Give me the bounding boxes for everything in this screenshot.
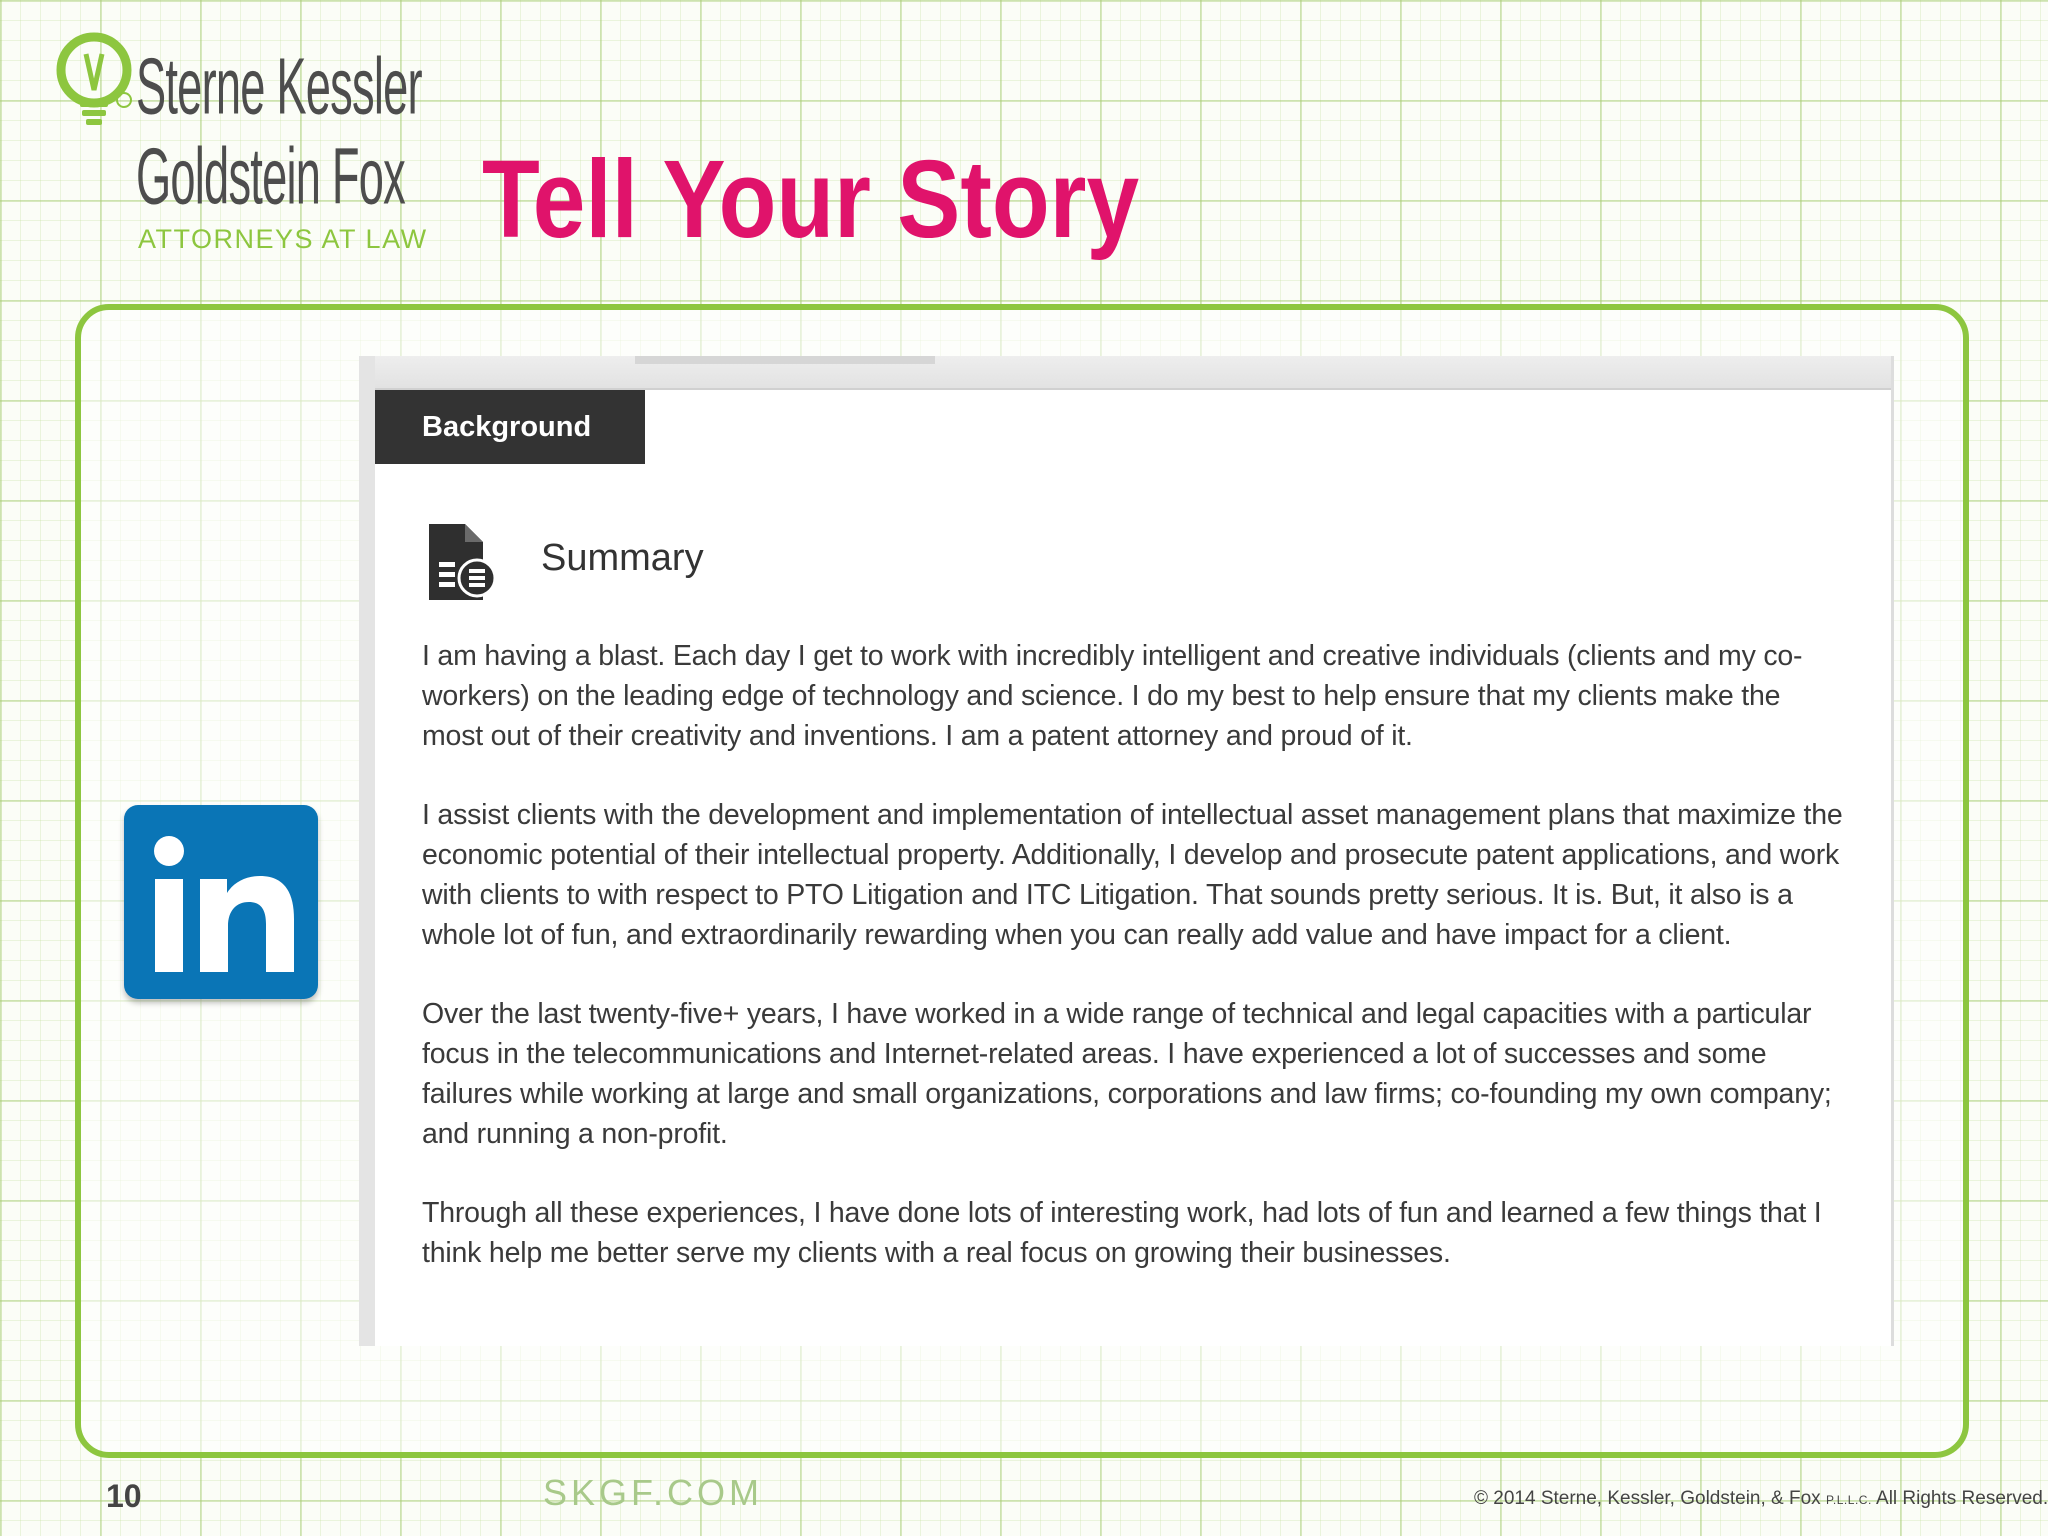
summary-document-icon bbox=[427, 522, 497, 602]
copyright-rights: All Rights Reserved. bbox=[1876, 1488, 2048, 1509]
copyright-notice bbox=[1474, 1488, 2048, 1510]
profile-screenshot-panel bbox=[359, 356, 1894, 1346]
summary-paragraph-4: Through all these experiences, I have done lots of interesting work, had lots of fun and learned a few things that I think help me better serve my clients with a real focus on growing their businesses. bbox=[422, 1197, 1822, 1269]
summary-text bbox=[422, 636, 1847, 1312]
panel-tab-hint bbox=[635, 356, 935, 364]
summary-paragraph-1: I am having a blast. Each day I get to work with incredibly intelligent and creative individuals (clients and my co-workers) on the leading edge of technology and science. I do my best to help ensure that my clients make the most out of their creativity and inventions. I am a patent attorney and proud of it. bbox=[422, 640, 1803, 752]
summary-paragraph-3: Over the last twenty-five+ years, I have worked in a wide range of technical and legal capacities with a particular focus in the telecommunications and Internet-related areas. I have experienced a lot of successes and some failures while working at large and small organizations, corporations and law firms; co-founding my own company; and running a non-profit. bbox=[422, 998, 1832, 1150]
logo-line-2: Goldstein Fox bbox=[136, 131, 405, 222]
slide-title: Tell Your Story bbox=[482, 138, 1140, 261]
summary-heading: Summary bbox=[541, 537, 704, 579]
summary-paragraph-2: I assist clients with the development and implementation of intellectual asset management plans that maximize the economic potential of their intellectual property. Additionally, I develop and prosecute patent applications, and work with clients to with respect to PTO Litigation and ITC Litigation. That sounds pretty serious. It is. But, it also is a whole lot of fun, and extraordinarily rewarding when you can really add value and have impact for a client. bbox=[422, 799, 1843, 951]
panel-top-bar bbox=[375, 356, 1894, 390]
background-tab[interactable]: Background bbox=[375, 390, 645, 464]
copyright-entity: P.L.L.C. bbox=[1825, 1493, 1872, 1507]
copyright-main: © 2014 Sterne, Kessler, Goldstein, & Fox bbox=[1474, 1488, 1821, 1509]
linkedin-icon bbox=[124, 805, 318, 999]
panel-right-edge bbox=[1891, 356, 1894, 1346]
logo-tagline: ATTORNEYS AT LAW bbox=[138, 224, 428, 254]
lightbulb-logo-icon bbox=[50, 28, 150, 138]
page-number: 10 bbox=[106, 1478, 142, 1514]
logo-line-1: Sterne Kessler bbox=[136, 41, 422, 132]
site-url: SKGF.COM bbox=[543, 1472, 764, 1513]
firm-logo bbox=[50, 28, 428, 258]
